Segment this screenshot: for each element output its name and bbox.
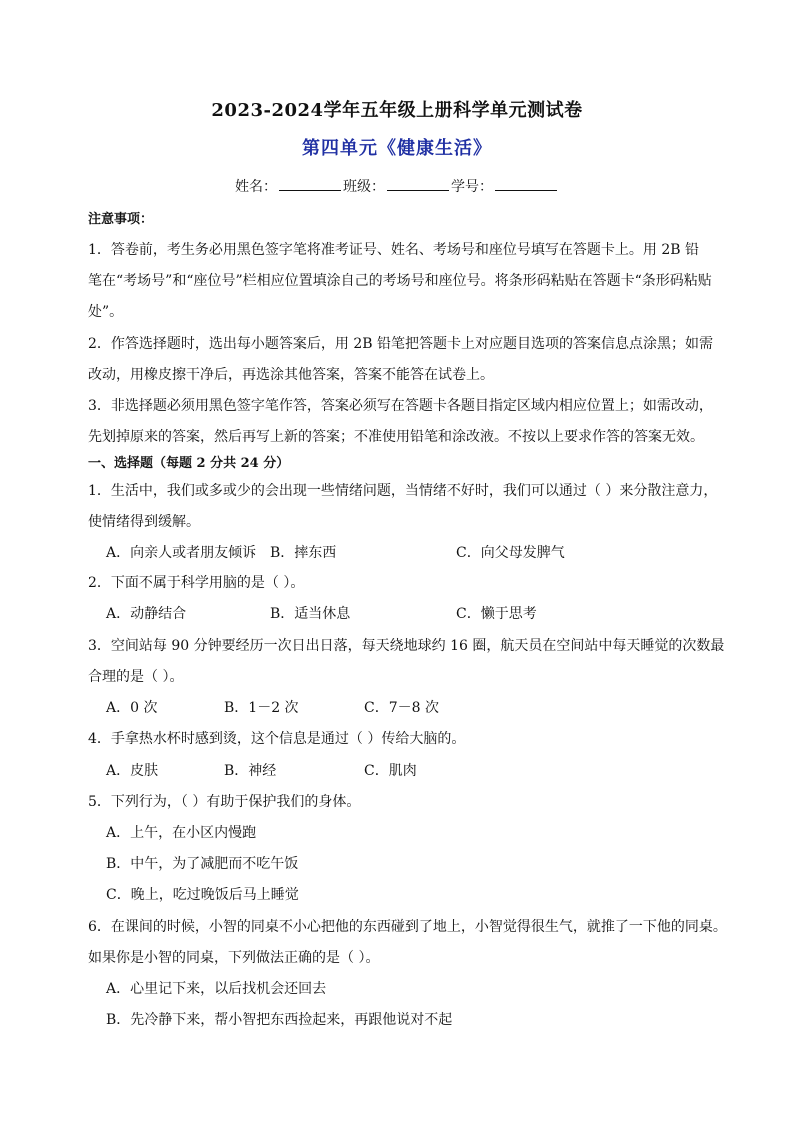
note-line: 笔在“考场号”和“座位号”栏相应位置填涂自己的考场号和座位号。将条形码粘贴在答题卡“条形码粘贴 — [88, 273, 712, 289]
note-line: 1．答卷前，考生务必用黑色签字笔将准考证号、姓名、考场号和座位号填写在答题卡上。用 2B 铅 — [88, 242, 700, 258]
option-a: A．心里记下来，以后找机会还回去 — [106, 981, 327, 997]
option-b: B．中午，为了减肥而不吃午饭 — [106, 856, 299, 872]
option-c: C．向父母发脾气 — [456, 545, 565, 561]
option-b: B．先冷静下来，帮小智把东西捡起来，再跟他说对不起 — [106, 1012, 453, 1028]
question-stem: 2．下面不属于科学用脑的是（ ）。 — [88, 575, 305, 591]
option-b: B．1－2 次 — [224, 700, 299, 716]
option-b: B．适当休息 — [270, 606, 351, 622]
question-stem: 6．在课间的时候，小智的同桌不小心把他的东西碰到了地上，小智觉得很生气，就推了一下他的同桌。 — [88, 919, 727, 935]
note-line: 处”。 — [88, 304, 124, 320]
class-label: 班级： — [343, 179, 385, 195]
option-a: A．动静结合 — [106, 606, 187, 622]
option-a: A．上午，在小区内慢跑 — [106, 825, 257, 841]
option-b: B．神经 — [224, 763, 277, 779]
class-blank[interactable] — [387, 178, 449, 191]
section-heading: 一、选择题（每题 2 分共 24 分） — [88, 456, 290, 471]
name-blank[interactable] — [279, 178, 341, 191]
note-line: 改动，用橡皮擦干净后，再选涂其他答案，答案不能答在试卷上。 — [88, 367, 494, 383]
option-a: A．向亲人或者朋友倾诉 — [106, 545, 257, 561]
id-blank[interactable] — [495, 178, 557, 191]
question-stem: 4．手拿热水杯时感到烫，这个信息是通过（ ）传给大脑的。 — [88, 731, 466, 747]
unit-subtitle: 第四单元《健康生活》 — [302, 138, 492, 159]
option-c: C．懒于思考 — [456, 606, 537, 622]
option-b: B．摔东西 — [270, 545, 337, 561]
option-a: A．0 次 — [106, 700, 158, 716]
note-line: 先划掉原来的答案，然后再写上新的答案；不准使用铅笔和涂改液。不按以上要求作答的答案无效。 — [88, 429, 704, 445]
option-c: C．晚上，吃过晚饭后马上睡觉 — [106, 887, 299, 903]
id-label: 学号： — [451, 179, 493, 195]
question-stem: 如果你是小智的同桌，下列做法正确的是（ ）。 — [88, 950, 380, 966]
option-c: C．肌肉 — [364, 763, 417, 779]
option-c: C．7－8 次 — [364, 700, 439, 716]
exam-title: 2023-2024学年五年级上册科学单元测试卷 — [211, 100, 583, 121]
note-line: 3．非选择题必须用黑色签字笔作答，答案必须写在答题卡各题目指定区域内相应位置上；如需改动， — [88, 398, 713, 414]
name-label: 姓名： — [235, 179, 277, 195]
student-info-row — [0, 176, 794, 196]
question-stem: 3．空间站每 90 分钟要经历一次日出日落，每天绕地球约 16 圈，航天员在空间站中每天睡觉的次数最 — [88, 638, 725, 654]
option-a: A．皮肤 — [106, 763, 159, 779]
note-line: 2．作答选择题时，选出每小题答案后，用 2B 铅笔把答题卡上对应题目选项的答案信息点涂黑；如需 — [88, 336, 714, 352]
question-stem: 使情绪得到缓解。 — [88, 514, 200, 530]
question-stem: 1．生活中，我们或多或少的会出现一些情绪问题，当情绪不好时，我们可以通过（ ）来分散注意力， — [88, 483, 718, 499]
question-stem: 5．下列行为，（ ）有助于保护我们的身体。 — [88, 794, 361, 810]
notes-heading: 注意事项： — [88, 212, 154, 227]
question-stem: 合理的是（ ）。 — [88, 669, 184, 685]
